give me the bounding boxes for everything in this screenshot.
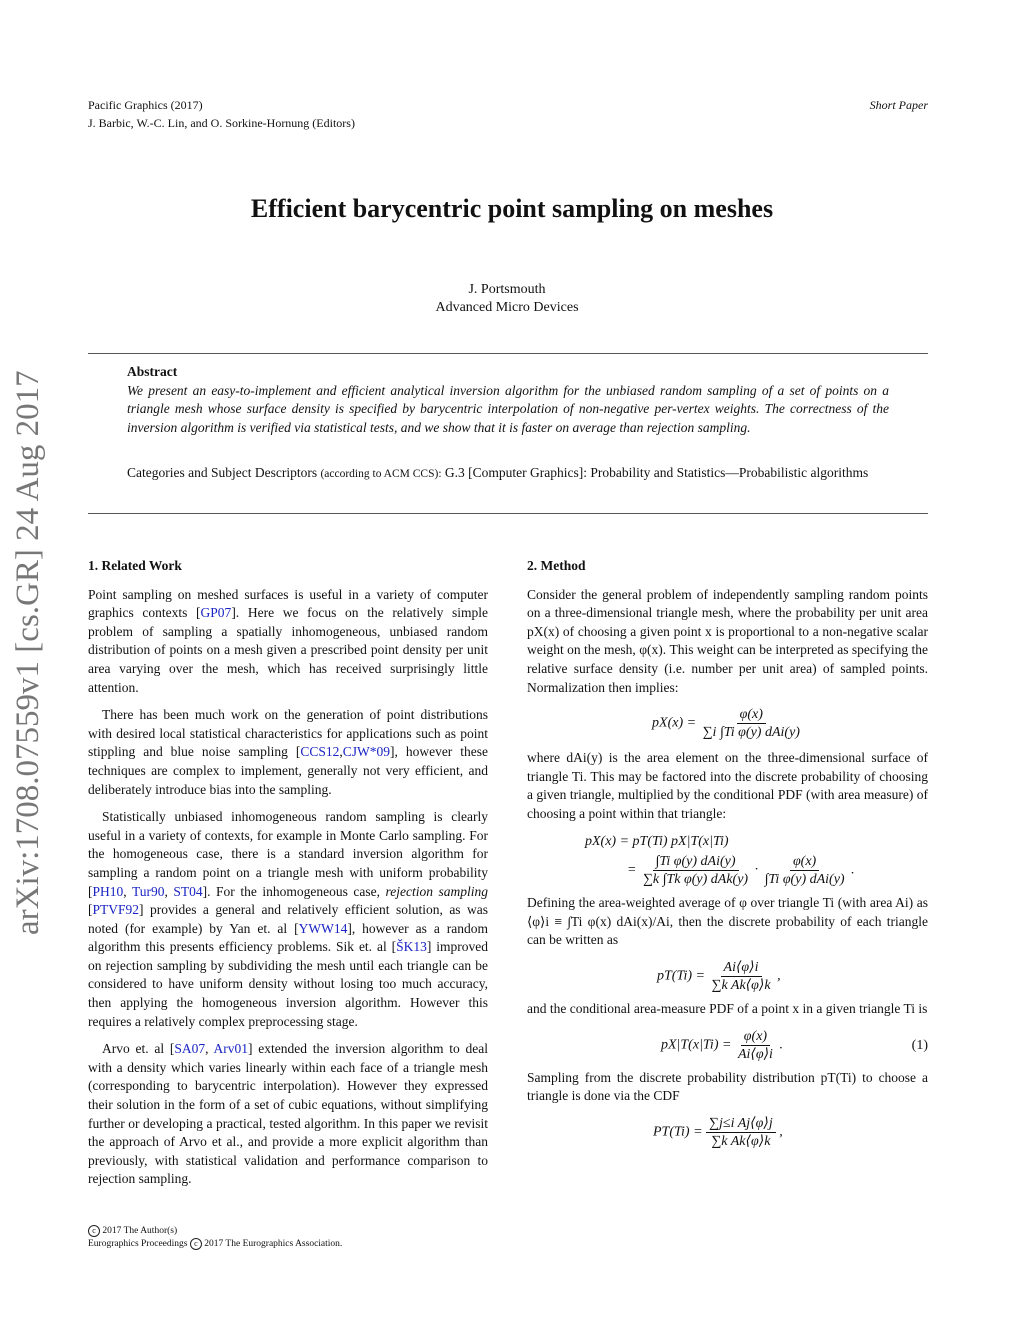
header-editors: J. Barbic, W.-C. Lin, and O. Sorkine-Hornung (Editors) xyxy=(88,116,355,130)
equation-conditional-pdf: pX|T(x|Ti) = $\frac{\varphi(x)}{Ai⟨\varphi⟩i}$ . (1) xyxy=(661,1028,928,1062)
citation-tur90[interactable]: Tur90 xyxy=(131,883,165,899)
citation-arv01[interactable]: Arv01 xyxy=(213,1041,249,1057)
abstract-text: We present an easy-to-implement and efficient analytical inversion algorithm for the unbiased random sampling of a set of points on a triangle mesh whose surface density is specified by barycentric interpolation of non-negative per-vertex weights. The correctness of the inversion algorithm is verified via statistical tests, and we show that it is faster on average than rejection sampling. xyxy=(127,382,889,435)
paragraph: Point sampling on meshed surfaces is useful in a variety of computer graphics contexts [GP07]. Here we focus on the relatively simple problem of sampling a spatially inhomogeneous, unbiased random distribution of points on a mesh given a prescribed point density per unit area varying over the mesh, which has received surprisingly little attention. xyxy=(88,586,489,695)
section-heading-method: 2. Method xyxy=(527,558,586,573)
affiliation: Advanced Micro Devices xyxy=(435,300,579,315)
categories-text: G.3 [Computer Graphics]: Probability and Statistics—Probabilistic algorithms xyxy=(444,465,869,480)
paragraph: Consider the general problem of independently sampling random points on a three-dimensional triangle mesh, where the probability per unit area pX(x) of choosing a given point x is proportional to a non-negative scalar weight on the mesh, φ(x). This weight can be interpreted as specifying the relative surface density (i.e. number per unit area) of sampled points. Normalization then implies: xyxy=(527,586,928,695)
bottom-rule xyxy=(88,513,928,514)
equation-cdf: PT(Ti) = $\frac{\text{∑j≤i Aj⟨φ⟩j}}{\text{∑k Ak⟨φ⟩k}}$ , xyxy=(653,1115,783,1149)
paragraph: Arvo et. al [SA07, Arv01] extended the inversion algorithm to deal with a density which varies linearly within each face of a triangle mesh (corresponding to barycentric interpolation). However they expressed their solution in the form of a set of cubic equations, without simplifying further or developing a practical, tested algorithm. In this paper we revisit the approach of Arvo et al., and provide a more explicit algorithm than previously, with statistical validation and performance comparison to rejection sampling. xyxy=(88,1041,488,1187)
equation-normalization: pX(x) = $\frac{\varphi(x)}{\text{∑i ∫Ti φ(y) dAi(y)}}$ xyxy=(652,707,800,741)
citation-sk13[interactable]: ŠK13 xyxy=(396,939,427,955)
citation-st04[interactable]: ST04 xyxy=(173,883,203,899)
abstract xyxy=(127,363,889,437)
paragraph: Statistically unbiased inhomogeneous random sampling is clearly useful in a variety of contexts, for example in Monte Carlo sampling. For the homogeneous case, there is a standard inversion algorithm for sampling a random point on a triangle mesh with uniform probability [PH10, Tur90, ST04]. For the inhomogeneous case, rejection sampling [PTVF92] provides a general and relatively efficient solution, as was noted (for example) by Yan et. al [YWW14], however as a random algorithm this presents efficiency problems. Sik et. al [ŠK13] improved on rejection sampling by subdividing the mesh until each triangle can be considered to have uniform density without losing too much accuracy, then applying the homogeneous inversion algorithm. However this requires a relatively complex preprocessing stage. xyxy=(88,809,488,1029)
equation-number: (1) xyxy=(911,1037,928,1053)
categories-label: Categories and Subject Descriptors xyxy=(127,465,318,480)
categories xyxy=(127,464,917,484)
author: J. Portsmouth xyxy=(468,282,546,297)
citation-cjw09[interactable]: CJW*09 xyxy=(342,744,390,760)
abstract-heading: Abstract xyxy=(127,364,178,379)
citation-gp07[interactable]: GP07 xyxy=(200,605,232,621)
citation-ph10[interactable]: PH10 xyxy=(92,883,124,899)
categories-note: (according to ACM CCS): xyxy=(320,468,442,480)
paragraph: Sampling from the discrete probability distribution pT(Ti) to choose a triangle is done via the CDF xyxy=(527,1069,928,1104)
top-rule xyxy=(88,353,928,354)
arxiv-stamp: arXiv:1708.07559v1 [cs.GR] 24 Aug 2017 xyxy=(10,370,46,935)
paragraph: and the conditional area-measure PDF of a point x in a given triangle Ti is xyxy=(527,1000,928,1016)
copyright-icon: c xyxy=(88,1225,100,1237)
section-method xyxy=(527,557,928,1150)
paragraph: Defining the area-weighted average of φ over triangle Ti (with area Ai) as ⟨φ⟩i ≡ ∫Ti φ(x) dAi(x)/Ai, then the discrete probability of each triangle can be written as xyxy=(527,895,928,948)
paragraph: where dAi(y) is the area element on the three-dimensional surface of triangle Ti. This may be factored into the discrete probability of choosing a given triangle, multiplied by the conditional PDF (with area measure) of choosing a point within that triangle: xyxy=(527,750,928,821)
copyright-icon: c xyxy=(190,1238,202,1250)
citation-ccs12[interactable]: CCS12 xyxy=(300,744,340,760)
section-related-work xyxy=(88,557,488,1198)
paper-title: Efficient barycentric point sampling on meshes xyxy=(250,194,774,223)
header-venue: Pacific Graphics (2017) xyxy=(88,98,203,112)
citation-yww14[interactable]: YWW14 xyxy=(298,920,348,936)
header-paper-type: Short Paper xyxy=(869,98,928,112)
section-heading-related-work: 1. Related Work xyxy=(88,558,182,573)
equation-factorization: pX(x) = pT(Ti) pX|T(x|Ti) = $\frac{\text{∫Ti φ(y) dAi(y)}}{\text{∑k ∫Tk φ(y) dAk(y)}}$ · $\frac{\varphi(x)}{\text{∫Ti φ(y) dAi(y)}}$ . xyxy=(585,833,855,888)
citation-ptvf92[interactable]: PTVF92 xyxy=(92,902,140,918)
equation-triangle-probability: pT(Ti) = $\frac{Ai⟨\varphi⟩i}{\text{∑k Ak⟨φ⟩k}}$ , xyxy=(657,959,781,993)
footer: c 2017 The Author(s) Eurographics Proceedings c 2017 The Eurographics Association. xyxy=(88,1226,343,1250)
paragraph: There has been much work on the generation of point distributions with desired local statistical characteristics for applications such as point stippling and blue noise sampling [CCS12,CJW*09], however these techniques are complex to implement, generally not very efficient, and deliberately introduce bias into the sampling. xyxy=(88,707,489,797)
citation-sa07[interactable]: SA07 xyxy=(174,1041,206,1057)
